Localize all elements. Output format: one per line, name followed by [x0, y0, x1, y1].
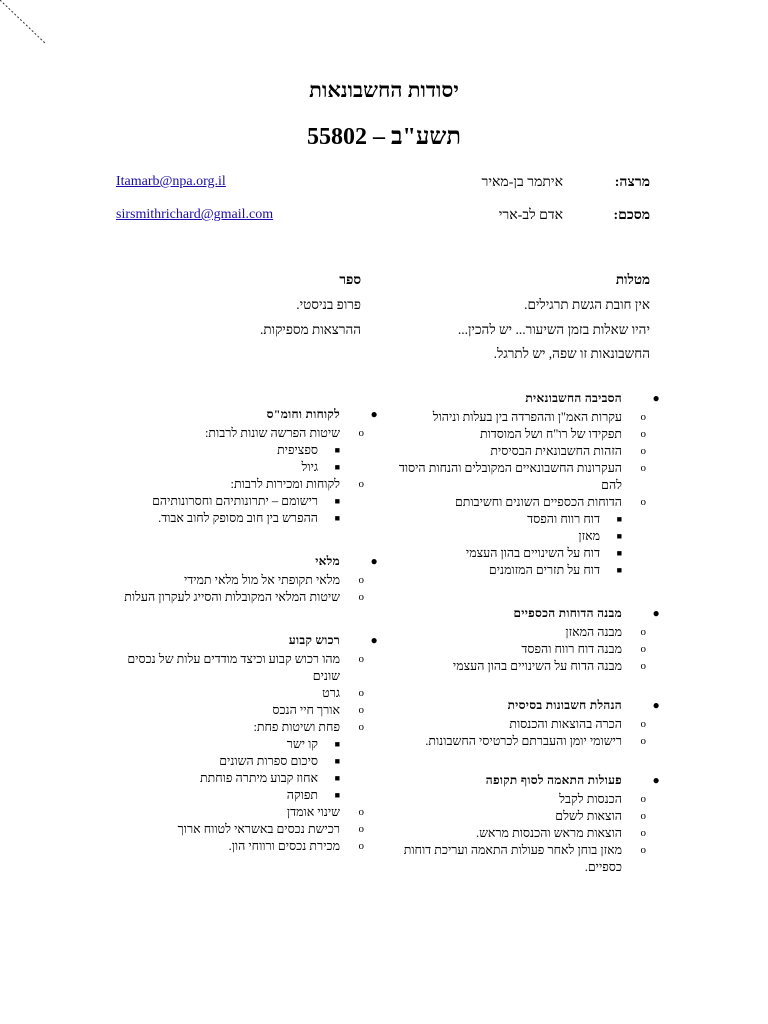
bullet-square-icon: ■ [334, 739, 340, 749]
sub-list-item [394, 545, 666, 562]
book-line: פרופ בניסטי. [296, 297, 361, 312]
list-item [122, 838, 384, 855]
list-item-text: לקוחות ומכירות לרבות: [230, 477, 340, 491]
book-title: ספר [339, 272, 361, 287]
section-title-text: לקוחות וחומ"ס [266, 407, 340, 421]
syllabus-section [394, 772, 666, 876]
requirements-title: מטלות [615, 272, 650, 287]
bullet-dot-icon: ● [370, 554, 378, 568]
section-items [122, 651, 384, 855]
bullet-dot-icon: ● [370, 633, 378, 647]
bullet-circle-icon: o [358, 478, 364, 490]
bullet-square-icon: ■ [616, 565, 622, 575]
list-item [394, 791, 666, 808]
list-item [394, 658, 666, 675]
bullet-circle-icon: o [358, 823, 364, 835]
syllabus-section [122, 632, 384, 855]
document-title: יסודות החשבונאות [309, 78, 459, 102]
sub-list-item [394, 528, 666, 545]
bullet-circle-icon: o [640, 496, 646, 508]
list-item-text: עקרות האמ"ן וההפרדה בין בעלות וניהול [432, 410, 622, 424]
list-item-text: הכנסות לקבל [559, 792, 622, 806]
section-title [394, 697, 666, 714]
sub-list-item-text: קו ישר [286, 737, 318, 751]
list-item-text: מבנה המאזן [565, 625, 622, 639]
tutor-name: אדם לב-ארי [498, 208, 563, 223]
lecturer-label: מרצה: [614, 175, 650, 190]
sub-list-item [122, 736, 384, 753]
section-title-text: רכוש קבוע [288, 633, 340, 647]
bullet-square-icon: ■ [616, 548, 622, 558]
requirements-line: אין חובת הגשת תרגילים. [524, 297, 650, 312]
bullet-circle-icon: o [358, 721, 364, 733]
section-title [122, 553, 384, 570]
bullet-circle-icon: o [640, 643, 646, 655]
bullet-dot-icon: ● [652, 606, 660, 620]
lecturer-name: איתמר בן-מאיר [481, 175, 563, 190]
section-items [394, 791, 666, 876]
list-item-text: מאזן בוחן לאחר פעולות התאמה ועריכת דוחות כספיים. [403, 843, 622, 874]
syllabus-section [394, 697, 666, 750]
bullet-square-icon: ■ [334, 790, 340, 800]
bullet-circle-icon: o [640, 810, 646, 822]
sub-list-item-text: דוח על השינויים בהון העצמי [465, 546, 600, 560]
list-item [122, 425, 384, 442]
list-item-text: שיטות הפרשה שונות לרבות: [204, 426, 340, 440]
bullet-dot-icon: ● [652, 773, 660, 787]
sub-list-item [394, 562, 666, 579]
sub-list-item-text: דוח על תזרים המזומנים [488, 563, 600, 577]
syllabus-section [122, 553, 384, 606]
list-item-text: מכירת נכסים ורווחי הון. [228, 839, 340, 853]
bullet-circle-icon: o [358, 653, 364, 665]
requirements-line: החשבונאות זו שפה, יש לתרגל. [493, 346, 650, 361]
bullet-square-icon: ■ [334, 773, 340, 783]
tutor-label: מסכם: [613, 208, 650, 223]
section-items [394, 716, 666, 750]
list-item [122, 702, 384, 719]
bullet-circle-icon: o [640, 462, 646, 474]
bullet-circle-icon: o [358, 840, 364, 852]
sub-list-item [122, 459, 384, 476]
syllabus-section [394, 390, 666, 579]
sub-list-item-text: ההפרש בין חוב מסופק לחוב אבוד. [158, 511, 318, 525]
list-item-text: רישומי יומן והעברתם לכרטיסי החשבונות. [425, 734, 622, 748]
section-title [394, 390, 666, 407]
list-item-text: שינוי אומדן [286, 805, 340, 819]
bullet-circle-icon: o [358, 591, 364, 603]
list-item-text: גרט [322, 686, 340, 700]
sub-list-item-text: מאזן [578, 529, 600, 543]
sub-list-item-text: סיכום ספרות השונים [219, 754, 318, 768]
sub-list-item-text: דוח רווח והפסד [527, 512, 600, 526]
sub-list-item [122, 787, 384, 804]
sub-list-item [122, 442, 384, 459]
section-title [122, 406, 384, 423]
section-title [394, 772, 666, 789]
sub-list-item [122, 493, 384, 510]
bullet-square-icon: ■ [334, 445, 340, 455]
list-item [394, 825, 666, 842]
list-item-text: הזהות החשבונאית הבסיסית [490, 444, 622, 458]
list-item [394, 716, 666, 733]
list-item-text: מהו רכוש קבוע וכיצד מודדים עלות של נכסים שונים [127, 652, 340, 683]
requirements-line: יהיו שאלות בזמן השיעור... יש להכין... [457, 322, 650, 337]
bullet-dot-icon: ● [370, 407, 378, 421]
list-item [394, 842, 666, 876]
bullet-circle-icon: o [640, 428, 646, 440]
section-title [122, 632, 384, 649]
list-item-text: מבנה הדוח על השינויים בהון העצמי [452, 659, 622, 673]
section-items [394, 624, 666, 675]
bullet-circle-icon: o [640, 735, 646, 747]
bullet-square-icon: ■ [334, 756, 340, 766]
section-title-text: הנהלת חשבונות בסיסית [507, 698, 622, 712]
list-item [394, 641, 666, 658]
sub-list-item [122, 770, 384, 787]
list-item-text: הדוחות הכספיים השונים וחשיבותם [454, 495, 622, 509]
lecturer-email[interactable]: Itamarb@npa.org.il [116, 174, 226, 189]
bullet-circle-icon: o [640, 445, 646, 457]
bullet-square-icon: ■ [334, 462, 340, 472]
list-item [394, 426, 666, 443]
list-item [122, 476, 384, 493]
list-item-text: מבנה דוח רווח והפסד [521, 642, 622, 656]
bullet-circle-icon: o [358, 687, 364, 699]
tutor-email[interactable]: sirsmithrichard@gmail.com [116, 207, 274, 222]
book-line: ההרצאות מספיקות. [260, 322, 361, 337]
section-title [394, 605, 666, 622]
section-title-text: מלאי [315, 554, 340, 568]
syllabus-left-column [122, 406, 384, 855]
list-item-text: הוצאות מראש והכנסות מראש. [475, 826, 622, 840]
bullet-circle-icon: o [640, 718, 646, 730]
list-item [394, 808, 666, 825]
list-item [122, 572, 384, 589]
list-item-text: תפקידו של רו"ח ושל המוסדות [479, 427, 622, 441]
bullet-square-icon: ■ [616, 531, 622, 541]
list-item-text: אורך חיי הנכס [272, 703, 340, 717]
sub-list-item-text: גיול [301, 460, 318, 474]
syllabus-section [394, 605, 666, 675]
section-items [122, 425, 384, 527]
section-title-text: הסביבה החשבונאית [525, 391, 622, 405]
bullet-circle-icon: o [640, 660, 646, 672]
sub-list-item-text: אחוז קבוע מיתרה פוחתת [200, 771, 318, 785]
list-item-text: העקרונות החשבונאיים המקובלים והנחות היסוד להם [398, 461, 622, 492]
bullet-circle-icon: o [640, 827, 646, 839]
bullet-circle-icon: o [358, 806, 364, 818]
list-item [122, 821, 384, 838]
bullet-square-icon: ■ [334, 513, 340, 523]
section-items [122, 572, 384, 606]
syllabus-right-column [394, 390, 666, 876]
bullet-circle-icon: o [358, 427, 364, 439]
list-item [394, 460, 666, 494]
bullet-square-icon: ■ [616, 514, 622, 524]
section-items [394, 409, 666, 579]
list-item [122, 719, 384, 736]
bullet-square-icon: ■ [334, 496, 340, 506]
sub-list-item-text: רישומם – יתרונותיהם וחסרונותיהם [152, 494, 318, 508]
bullet-circle-icon: o [640, 626, 646, 638]
list-item [394, 624, 666, 641]
list-item [394, 733, 666, 750]
sub-list-item [394, 511, 666, 528]
bullet-dot-icon: ● [652, 391, 660, 405]
bullet-circle-icon: o [640, 844, 646, 856]
bullet-circle-icon: o [358, 574, 364, 586]
list-item [394, 409, 666, 426]
sub-list-item [122, 510, 384, 527]
sub-list-item-text: תפוקה [286, 788, 318, 802]
section-title-text: מבנה הדוחות הכספיים [513, 606, 622, 620]
document-subtitle: תשע"ב – 55802 [306, 124, 462, 150]
list-item-text: מלאי תקופתי אל מול מלאי תמידי [183, 573, 340, 587]
list-item [394, 494, 666, 511]
bullet-circle-icon: o [640, 793, 646, 805]
list-item-text: הכרה בהוצאות והכנסות [509, 717, 622, 731]
bullet-circle-icon: o [640, 411, 646, 423]
list-item [122, 685, 384, 702]
syllabus-section [122, 406, 384, 527]
list-item [122, 651, 384, 685]
bullet-dot-icon: ● [652, 698, 660, 712]
sub-list-item [122, 753, 384, 770]
sub-list-item-text: ספציפית [277, 443, 318, 457]
list-item [122, 589, 384, 606]
list-item [122, 804, 384, 821]
list-item [394, 443, 666, 460]
list-item-text: פחת ושיטות פחת: [253, 720, 340, 734]
bullet-circle-icon: o [358, 704, 364, 716]
list-item-text: רכישת נכסים באשראי לטווח ארוך [177, 822, 340, 836]
list-item-text: הוצאות לשלם [555, 809, 622, 823]
list-item-text: שיטות המלאי המקובלות והסייג לעקרון העלות [124, 590, 340, 604]
section-title-text: פעולות התאמה לסוף תקופה [485, 773, 622, 787]
